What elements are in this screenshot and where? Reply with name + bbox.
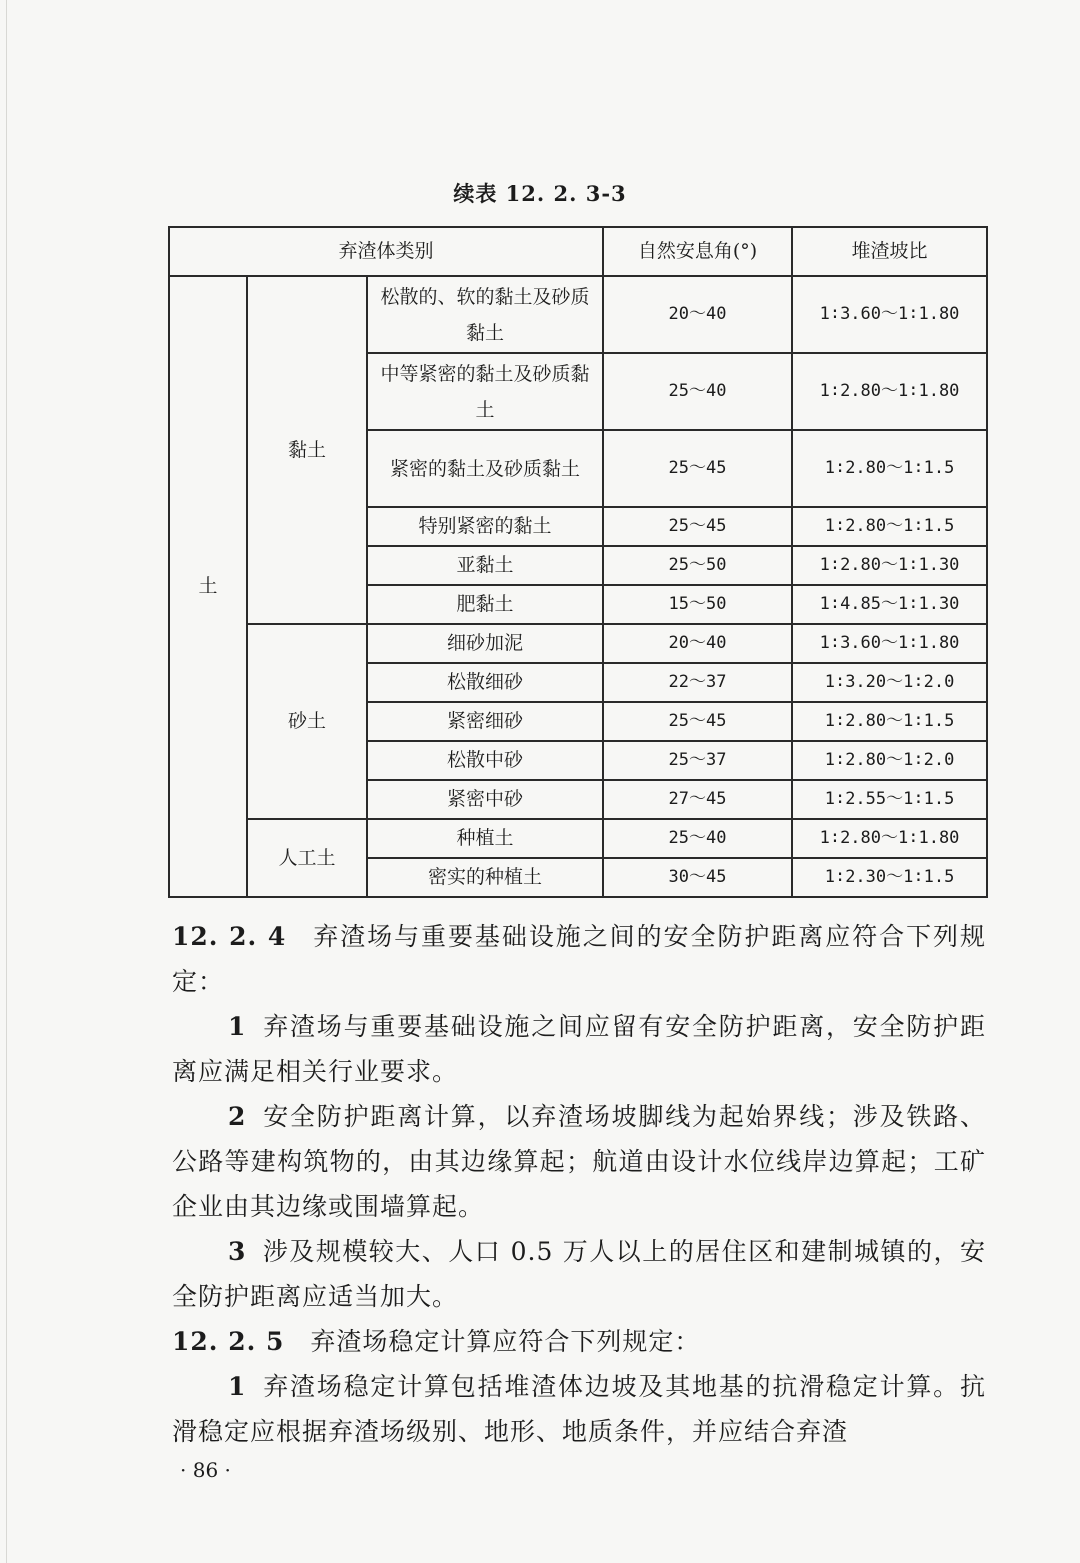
angle-cell: 25～45	[603, 507, 792, 546]
item-number: 2	[228, 1102, 247, 1131]
type-cell: 特别紧密的黏土	[367, 507, 603, 546]
clause-number: 12. 2. 4	[172, 922, 287, 951]
ratio-cell: 1∶3.20～1∶2.0	[792, 663, 987, 702]
table-row	[169, 276, 987, 353]
angle-cell: 25～37	[603, 741, 792, 780]
type-cell: 紧密细砂	[367, 702, 603, 741]
body-text	[172, 914, 986, 1454]
angle-cell: 27～45	[603, 780, 792, 819]
type-cell: 密实的种植土	[367, 858, 603, 897]
angle-cell: 15～50	[603, 585, 792, 624]
ratio-cell: 1∶2.80～1∶1.5	[792, 507, 987, 546]
type-cell: 肥黏土	[367, 585, 603, 624]
ratio-cell: 1∶4.85～1∶1.30	[792, 585, 987, 624]
item-text: 安全防护距离计算，以弃渣场坡脚线为起始界线；涉及铁路、公路等建构筑物的，由其边缘算起；航道由设计水位线岸边算起；工矿企业由其边缘或围墙算起。	[172, 1102, 986, 1221]
angle-cell: 22～37	[603, 663, 792, 702]
ratio-cell: 1∶2.80～1∶1.5	[792, 702, 987, 741]
item-number: 1	[228, 1012, 247, 1041]
clause-number: 12. 2. 5	[172, 1327, 285, 1356]
angle-cell: 25～45	[603, 702, 792, 741]
item-number: 3	[228, 1237, 247, 1266]
type-cell: 松散的、软的黏土及砂质黏土	[367, 276, 603, 353]
table-title: 续表 12. 2. 3-3	[453, 181, 627, 206]
type-cell: 松散细砂	[367, 663, 603, 702]
header-angle: 自然安息角(°)	[603, 227, 792, 276]
header-ratio: 堆渣坡比	[792, 227, 987, 276]
clause-title: 弃渣场与重要基础设施之间的安全防护距离应符合下列规定：	[172, 922, 986, 996]
item-number: 1	[228, 1372, 247, 1401]
angle-cell: 25～45	[603, 430, 792, 507]
ratio-cell: 1∶3.60～1∶1.80	[792, 624, 987, 663]
clause-12-2-4	[172, 914, 986, 1004]
clause-12-2-5	[172, 1319, 986, 1364]
ratio-cell: 1∶3.60～1∶1.80	[792, 276, 987, 353]
clause-item	[172, 1094, 986, 1229]
ratio-cell: 1∶2.80～1∶1.80	[792, 353, 987, 430]
page-edge	[6, 0, 7, 1563]
type-cell: 种植土	[367, 819, 603, 858]
page-number: · 86 ·	[180, 1458, 231, 1482]
angle-cell: 25～40	[603, 353, 792, 430]
angle-cell: 25～40	[603, 819, 792, 858]
ratio-cell: 1∶2.80～1∶1.5	[792, 430, 987, 507]
type-cell: 紧密的黏土及砂质黏土	[367, 430, 603, 507]
ratio-cell: 1∶2.55～1∶1.5	[792, 780, 987, 819]
type-cell: 细砂加泥	[367, 624, 603, 663]
ratio-cell: 1∶2.80～1∶2.0	[792, 741, 987, 780]
item-text: 弃渣场与重要基础设施之间应留有安全防护距离，安全防护距离应满足相关行业要求。	[172, 1012, 986, 1086]
category-cell: 土	[169, 276, 247, 897]
type-cell: 亚黏土	[367, 546, 603, 585]
clause-item	[172, 1229, 986, 1319]
group-cell-artificial: 人工土	[247, 819, 367, 897]
ratio-cell: 1∶2.80～1∶1.30	[792, 546, 987, 585]
group-cell-clay: 黏土	[247, 276, 367, 624]
item-text: 弃渣场稳定计算包括堆渣体边坡及其地基的抗滑稳定计算。抗滑稳定应根据弃渣场级别、地形、地质条件，并应结合弃渣	[172, 1372, 986, 1446]
clause-item	[172, 1004, 986, 1094]
angle-cell: 25～50	[603, 546, 792, 585]
type-cell: 松散中砂	[367, 741, 603, 780]
angle-cell: 20～40	[603, 276, 792, 353]
ratio-cell: 1∶2.80～1∶1.80	[792, 819, 987, 858]
slope-table	[168, 226, 988, 898]
table-row	[169, 819, 987, 858]
angle-cell: 20～40	[603, 624, 792, 663]
type-cell: 中等紧密的黏土及砂质黏土	[367, 353, 603, 430]
clause-item	[172, 1364, 986, 1454]
angle-cell: 30～45	[603, 858, 792, 897]
table-row	[169, 624, 987, 663]
table-header-row	[169, 227, 987, 276]
item-text: 涉及规模较大、人口 0.5 万人以上的居住区和建制城镇的，安全防护距离应适当加大。	[172, 1237, 986, 1311]
group-cell-sand: 砂土	[247, 624, 367, 819]
type-cell: 紧密中砂	[367, 780, 603, 819]
ratio-cell: 1∶2.30～1∶1.5	[792, 858, 987, 897]
clause-title: 弃渣场稳定计算应符合下列规定：	[310, 1327, 701, 1356]
header-category: 弃渣体类别	[169, 227, 603, 276]
